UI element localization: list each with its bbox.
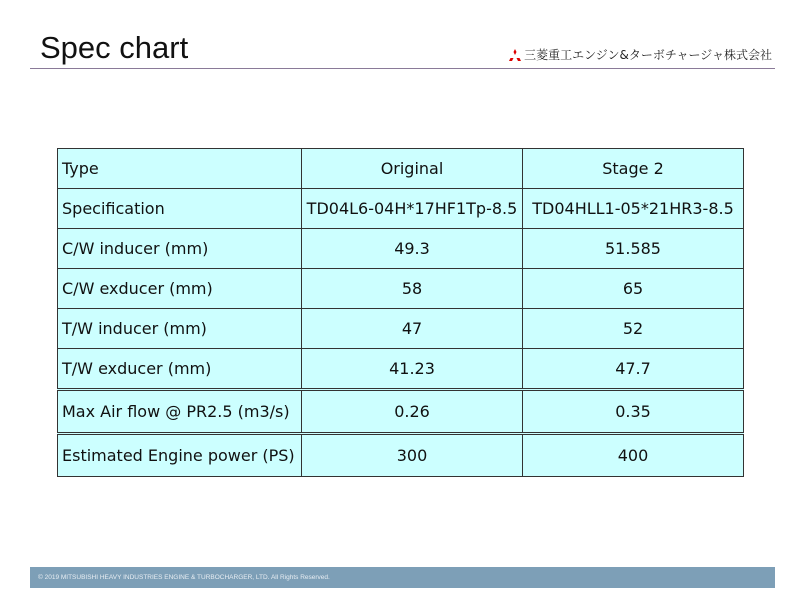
row-label: Max Air flow @ PR2.5 (m3/s) xyxy=(58,390,302,434)
stage2-value: 52 xyxy=(523,309,744,349)
original-value: TD04L6-04H*17HF1Tp-8.5 xyxy=(302,189,523,229)
original-value: 49.3 xyxy=(302,229,523,269)
table-row xyxy=(58,229,744,269)
stage2-value: 0.35 xyxy=(523,390,744,434)
table-row xyxy=(58,434,744,477)
header-cell: Type xyxy=(58,149,302,189)
row-label: T/W inducer (mm) xyxy=(58,309,302,349)
table-row xyxy=(58,309,744,349)
stage2-value: 400 xyxy=(523,434,744,477)
original-value: 300 xyxy=(302,434,523,477)
row-label: C/W exducer (mm) xyxy=(58,269,302,309)
row-label: Estimated Engine power (PS) xyxy=(58,434,302,477)
table-row xyxy=(58,349,744,390)
original-value: 0.26 xyxy=(302,390,523,434)
stage2-value: TD04HLL1-05*21HR3-8.5 xyxy=(523,189,744,229)
row-label: T/W exducer (mm) xyxy=(58,349,302,390)
company-logo xyxy=(509,46,772,63)
row-label: C/W inducer (mm) xyxy=(58,229,302,269)
table-row xyxy=(58,269,744,309)
header-divider xyxy=(30,68,775,69)
header-cell: Stage 2 xyxy=(523,149,744,189)
company-name: 三菱重工エンジン&ターボチャージャ株式会社 xyxy=(524,48,772,62)
mitsubishi-logo-icon xyxy=(509,49,521,61)
table-row xyxy=(58,390,744,434)
original-value: 41.23 xyxy=(302,349,523,390)
header-cell: Original xyxy=(302,149,523,189)
stage2-value: 47.7 xyxy=(523,349,744,390)
page-title: Spec chart xyxy=(40,30,189,65)
original-value: 58 xyxy=(302,269,523,309)
stage2-value: 65 xyxy=(523,269,744,309)
footer-copyright: © 2019 MITSUBISHI HEAVY INDUSTRIES ENGINE & TURBOCHARGER, LTD. All Rights Reserved. xyxy=(30,567,775,588)
stage2-value: 51.585 xyxy=(523,229,744,269)
row-label: Specification xyxy=(58,189,302,229)
table-header-row xyxy=(58,149,744,189)
table-row xyxy=(58,189,744,229)
original-value: 47 xyxy=(302,309,523,349)
spec-table xyxy=(57,148,744,477)
